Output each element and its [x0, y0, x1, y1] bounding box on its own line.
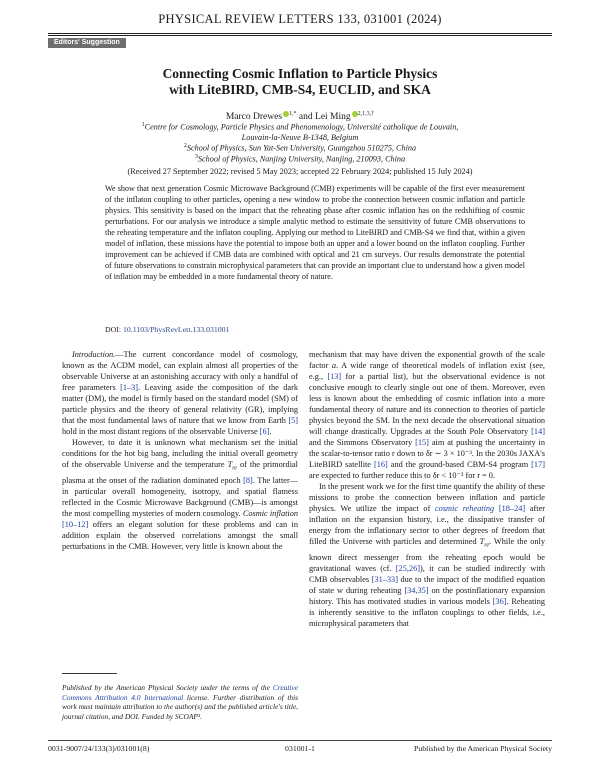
text-run: . The latter—in particular overall homogeneity, isotropy, and spatial flatness reflected in the Cosmic Microwave Background (CMB)—is amongst the most compelling mysteries of modern cosmology. [62, 475, 298, 518]
author-2-affil: 2,1,3,† [357, 111, 375, 117]
text-run: license. Further distribution of this work must maintain attribution to the author(s) and the published article's title, journal citation, and DOI. Funded by SCOAP³. [62, 692, 298, 721]
author-1-affil: 1,* [289, 111, 297, 117]
affiliation-3-text: School of Physics, Nanjing University, Nanjing, 210093, China [197, 154, 406, 164]
citation-link[interactable]: [14] [531, 427, 545, 436]
symbol-subscript: re [484, 542, 489, 549]
symbol-t: T [227, 460, 233, 469]
abstract: We show that next generation Cosmic Microwave Background (CMB) experiments will be capable of the first ever measurement of the inflaton coupling to other particles, opening a new window to probe the connection between cosmic inflation and particle physics. This sensitivity is based on the impact that the reheating phase after cosmic inflation has on the redshifting of cosmic perturbations. For our analysis we introduce a simple analytic method to estimate the sensitivity of future CMB observations to the reheating temperature and the inflaton coupling. Applying our method to LiteBIRD and CMB-S4 we find that, within a given model of inflation, these missions have the potential to impose both an upper and a lower bound on the inflaton coupling. Further improvement can be achieved if CMB data are combined with optical and 21 cm surveys. Our results demonstrate the potential of future observations to constrain microphysical parameters that can provide an important clue to understand how a given model of inflation may be embedded in a more fundamental theory of nature. [105, 184, 525, 281]
symbol-subscript: re [232, 465, 237, 472]
citation-link[interactable]: [1–3] [120, 383, 139, 392]
text-run: However, to date it is unknown what mechanism set the initial conditions for the hot big bang, including the initial overall geometry of the observable Universe and the temperature [62, 438, 298, 469]
text-run: In the present work we for the first time quantify the ability of these missions to probe the connection between inflation and particle physics. We utilize the impact of [309, 482, 545, 513]
author-drewes[interactable]: Marco Drewes [225, 112, 283, 123]
citation-link[interactable]: [17] [531, 460, 545, 469]
symbol-a: a [331, 361, 337, 370]
text-run: are expected to further reduce this to δr < 10⁻³ for r = 0. [309, 471, 496, 480]
affiliation-1-line-2: Louvain-la-Neuve B-1348, Belgium [241, 133, 359, 143]
header-rule-secondary [48, 35, 552, 36]
text-run: and the ground-based CBM-S4 program [387, 460, 532, 469]
affiliation-3-sup: 3 [194, 154, 198, 160]
doi-link[interactable]: 10.1103/PhysRevLett.133.031001 [122, 325, 230, 334]
citation-link[interactable]: [31–33] [371, 574, 398, 584]
paragraph-4 [309, 481, 545, 629]
text-run: . Leaving aside the composition of the dark matter (DM), the model is firmly based on the standard model (SM) of particle physics and the theory of general relativity (GR), implying that the most fundamental laws of nature that we know from Earth [62, 383, 298, 425]
section-lead-introduction: Introduction. [72, 350, 116, 359]
affiliation-1-line-1: Centre for Cosmology, Particle Physics and Phenomenology, Université catholique de Louvain, [144, 122, 459, 132]
body-column-left [62, 349, 298, 552]
citation-link[interactable]: [15] [415, 438, 429, 447]
author-and: and [298, 112, 313, 123]
journal-header: PHYSICAL REVIEW LETTERS 133, 031001 (2024) [158, 12, 442, 26]
footer-issn: 0031-9007/24/133(3)/031001(8) [48, 744, 150, 753]
citation-link[interactable]: [25,26] [395, 563, 420, 573]
body-column-right [309, 349, 545, 629]
footer-rule [48, 740, 552, 741]
citation-link[interactable]: [5] [288, 416, 298, 425]
paragraph-introduction [62, 349, 298, 437]
affiliation-1-sup: 1 [141, 122, 145, 128]
text-run: ), it can be studied indirectly with CMB observables [309, 563, 545, 584]
citation-link[interactable]: [10–12] [62, 519, 89, 529]
text-run: Published by the American Physical Society under the terms of the [62, 683, 273, 692]
emphasis-cosmic-reheating[interactable]: cosmic reheating [435, 504, 495, 513]
symbol-t: T [479, 537, 485, 546]
text-run: of the primordial plasma at the onset of the radiation dominated epoch [62, 460, 298, 485]
text-run: for a partial list), but the observational evidence is not conclusive enough to clearly single out one of them. Moreover, even less is known about the embedding of cosmic inflation into a more fundamental theory of nature and its connection to theories of particle physics beyond the SM. In the next decade the observational situation will change drastically. Upgrades at the South Pole Observatory [309, 372, 545, 436]
footer-publisher: Published by the American Physical Society [414, 744, 552, 753]
citation-link[interactable]: [8] [243, 475, 253, 485]
publication-dates: (Received 27 September 2022; revised 5 May 2023; accepted 22 February 2024; published 15 July 2024) [127, 167, 473, 176]
emphasis-cosmic-inflation: Cosmic inflation [242, 508, 298, 518]
paper-title [70, 66, 530, 98]
text-run: . Reheating is inherently sensitive to the inflaton couplings to other fields, i.e., microphysical parameters that [309, 596, 545, 628]
header-rule [48, 33, 552, 34]
text-run: mechanism that may have driven the exponential growth of the scale factor [309, 350, 545, 370]
paragraph-3 [309, 349, 545, 481]
doi-label: DOI: [105, 325, 122, 334]
doi-line [105, 325, 229, 334]
text-run: and the Simmons Observatory [309, 438, 416, 447]
license-footnote [62, 683, 298, 721]
affiliation-2-sup: 2 [183, 143, 187, 149]
paragraph-2 [62, 437, 298, 552]
citation-link[interactable]: [36] [492, 596, 507, 606]
text-run: . [269, 427, 272, 436]
editors-suggestion-badge: Editors' Suggestion [48, 38, 126, 48]
affiliation-2-text: School of Physics, Sun Yat-Sen University, Guangzhou 510275, China [186, 143, 417, 153]
text-run: on the postinflationary expansion history. This has motivated studies in various models [309, 585, 545, 606]
citation-link[interactable]: [18–24] [498, 504, 526, 513]
footnote-rule [62, 673, 117, 674]
author-ming[interactable]: Lei Ming [315, 112, 351, 123]
title-line-1: Connecting Cosmic Inflation to Particle Physics [162, 66, 438, 81]
affiliation-3 [70, 152, 530, 165]
text-run: —The current concordance model of cosmology, known as the ΛCDM model, can explain almost all properties of the observable Universe at an astonishing accuracy with only a handful of free parameters [62, 350, 298, 392]
license-link[interactable]: Creative Commons Attribution 4.0 International [62, 683, 298, 702]
text-run: offers an elegant solution for these problems and can in addition explain the observed correlations amongst the small perturbations in the CMB. However, very little is known about the [62, 519, 298, 551]
text-run: hold in the most distant regions of the observable Universe [62, 427, 260, 436]
text-run: due to the impact of the modified equation of state w during reheating [309, 574, 546, 595]
text-run: . A wide range of theoretical models of inflation exist (see, e.g., [309, 361, 545, 381]
citation-link[interactable]: [6] [259, 427, 270, 436]
citation-link[interactable]: [16] [373, 460, 388, 469]
text-run: after inflation on the expansion history, i.e., the dissipative transfer of energy from the inflationary sector to other degrees of freedom that filled the Universe with particles and determined [309, 504, 546, 546]
citation-link[interactable]: [13] [327, 372, 342, 381]
text-run: . While the only known direct messenger from the reheating epoch would be gravitational waves (cf. [309, 537, 545, 573]
title-line-2: with LiteBIRD, CMB-S4, EUCLID, and SKA [169, 82, 431, 97]
text-run: aim at pushing the uncertainty in the scalar-to-tensor ratio r down to δr ∼ 3 × 10⁻³. In the 2030s JAXA's LiteBIRD satellite [309, 438, 545, 469]
footer-page-number: 031001-1 [285, 744, 315, 753]
citation-link[interactable]: [34,35] [404, 585, 429, 595]
